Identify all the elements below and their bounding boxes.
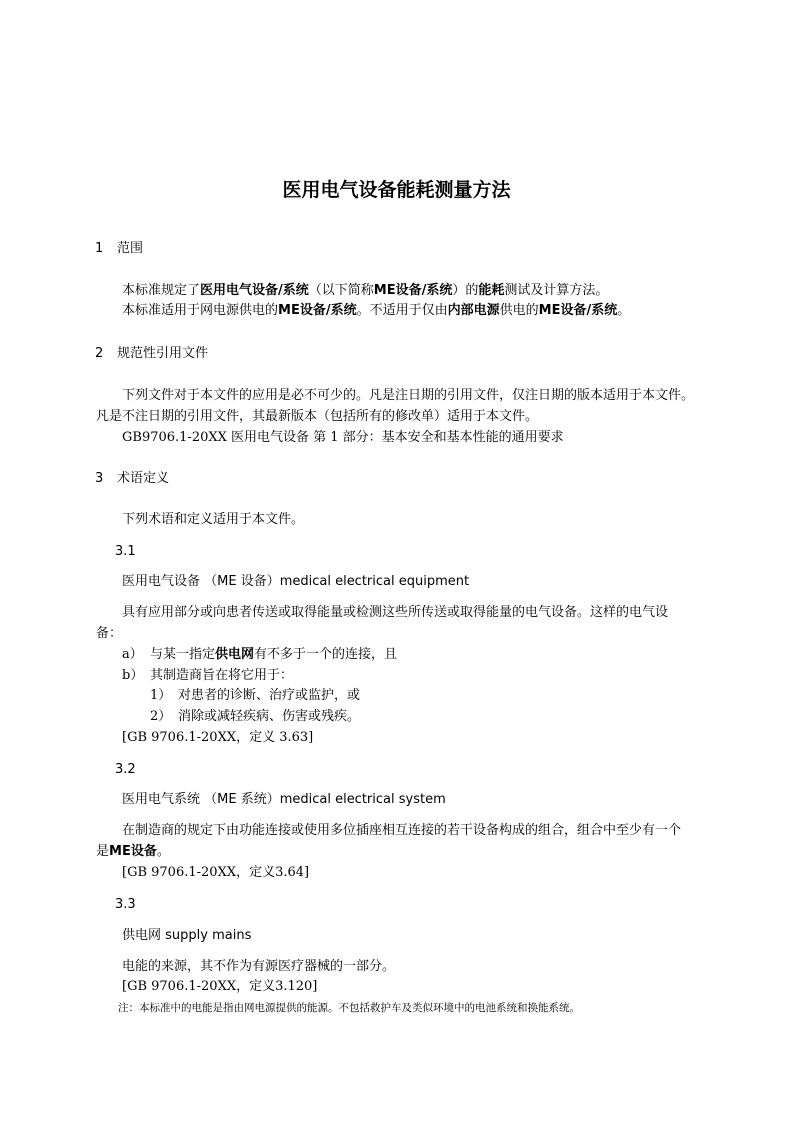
term-number: 3.1 — [115, 544, 136, 559]
list-item-b — [122, 668, 293, 684]
section-number: 3 — [95, 471, 104, 486]
section-number: 2 — [95, 346, 104, 361]
term-heading: 医用电气系统 （ME 系统）medical electrical system — [122, 792, 446, 807]
term-heading: 医用电气设备 （ME 设备）medical electrical equipment — [122, 574, 470, 589]
text: ）的 — [452, 283, 479, 298]
list-label: 2） — [150, 709, 172, 724]
text: 。不适用于仅由 — [356, 303, 448, 318]
section-3-heading — [95, 471, 169, 487]
bold-term: ME设备/系统 — [538, 303, 618, 318]
scope-paragraph-1 — [122, 283, 608, 299]
bold-term: 医用电气设备/系统 — [200, 283, 309, 298]
section-2-heading — [95, 346, 208, 362]
text: 消除或减轻疾病、伤害或残疾。 — [178, 709, 361, 724]
scope-paragraph-2 — [122, 303, 630, 319]
normative-paragraph-line-1: 下列文件对于本文件的应用是必不可少的。凡是注日期的引用文件，仅注日期的版本适用于本文件。 — [122, 388, 695, 403]
section-title: 规范性引用文件 — [117, 346, 209, 361]
section-1-heading — [95, 241, 143, 257]
bold-term: ME设备/系统 — [373, 283, 453, 298]
bold-term: 能耗 — [478, 283, 505, 298]
term-number: 3.3 — [115, 897, 136, 912]
text: 。 — [617, 303, 631, 318]
bold-term: 供电网 — [215, 647, 255, 662]
text: 。 — [156, 844, 170, 859]
text: （以下简称 — [308, 283, 374, 298]
text: 供电的 — [499, 303, 539, 318]
section-title: 术语定义 — [117, 471, 170, 486]
term-reference: [GB 9706.1-20XX，定义3.64] — [122, 865, 310, 880]
term-reference: [GB 9706.1-20XX，定义3.120] — [122, 979, 318, 994]
term-reference: [GB 9706.1-20XX，定义 3.63] — [122, 730, 314, 745]
section-number: 1 — [95, 241, 104, 256]
bold-term: ME设备/系统 — [278, 303, 357, 318]
list-label: 1） — [150, 688, 172, 703]
list-item-b-2 — [150, 709, 360, 725]
list-item-a — [122, 647, 397, 663]
term-definition-line-2 — [96, 844, 170, 860]
text: 本标准适用于网电源供电的 — [122, 303, 279, 318]
text: 对患者的诊断、治疗或监护，或 — [178, 688, 361, 703]
text: 是 — [96, 844, 110, 859]
term-number: 3.2 — [115, 762, 136, 777]
text: 其制造商旨在将它用于： — [150, 668, 294, 683]
term-definition: 电能的来源，其不作为有源医疗器械的一部分。 — [122, 959, 396, 974]
text: 与某一指定 — [150, 647, 216, 662]
bold-term: 内部电源 — [447, 303, 500, 318]
list-label: b） — [122, 668, 144, 683]
document-title: 医用电气设备能耗测量方法 — [282, 179, 511, 201]
term-definition-line-1: 具有应用部分或向患者传送或取得能量或检测这些所传送或取得能量的电气设备。这样的电气设 — [122, 605, 669, 620]
term-note: 注：本标准中的电能是指由网电源提供的能源。不包括救护车及类似环境中的电池系统和换能系统。 — [118, 1002, 580, 1014]
text: 测试及计算方法。 — [504, 283, 609, 298]
bold-term: ME设备 — [109, 844, 157, 859]
list-item-b-1 — [150, 688, 360, 704]
list-label: a） — [122, 647, 143, 662]
term-definition-line-1: 在制造商的规定下由功能连接或使用多位插座相互连接的若干设备构成的组合，组合中至少有一个 — [122, 823, 682, 838]
normative-reference: GB9706.1-20XX 医用电气设备 第 1 部分：基本安全和基本性能的通用要求 — [122, 430, 564, 445]
text: 本标准规定了 — [122, 283, 201, 298]
normative-paragraph-line-2: 凡是不注日期的引用文件，其最新版本（包括所有的修改单）适用于本文件。 — [96, 409, 539, 424]
terms-intro: 下列术语和定义适用于本文件。 — [122, 512, 305, 527]
term-definition-line-2: 备： — [96, 626, 123, 641]
text: 有不多于一个的连接，且 — [254, 647, 398, 662]
section-title: 范围 — [117, 241, 144, 256]
term-heading: 供电网 supply mains — [122, 928, 252, 943]
